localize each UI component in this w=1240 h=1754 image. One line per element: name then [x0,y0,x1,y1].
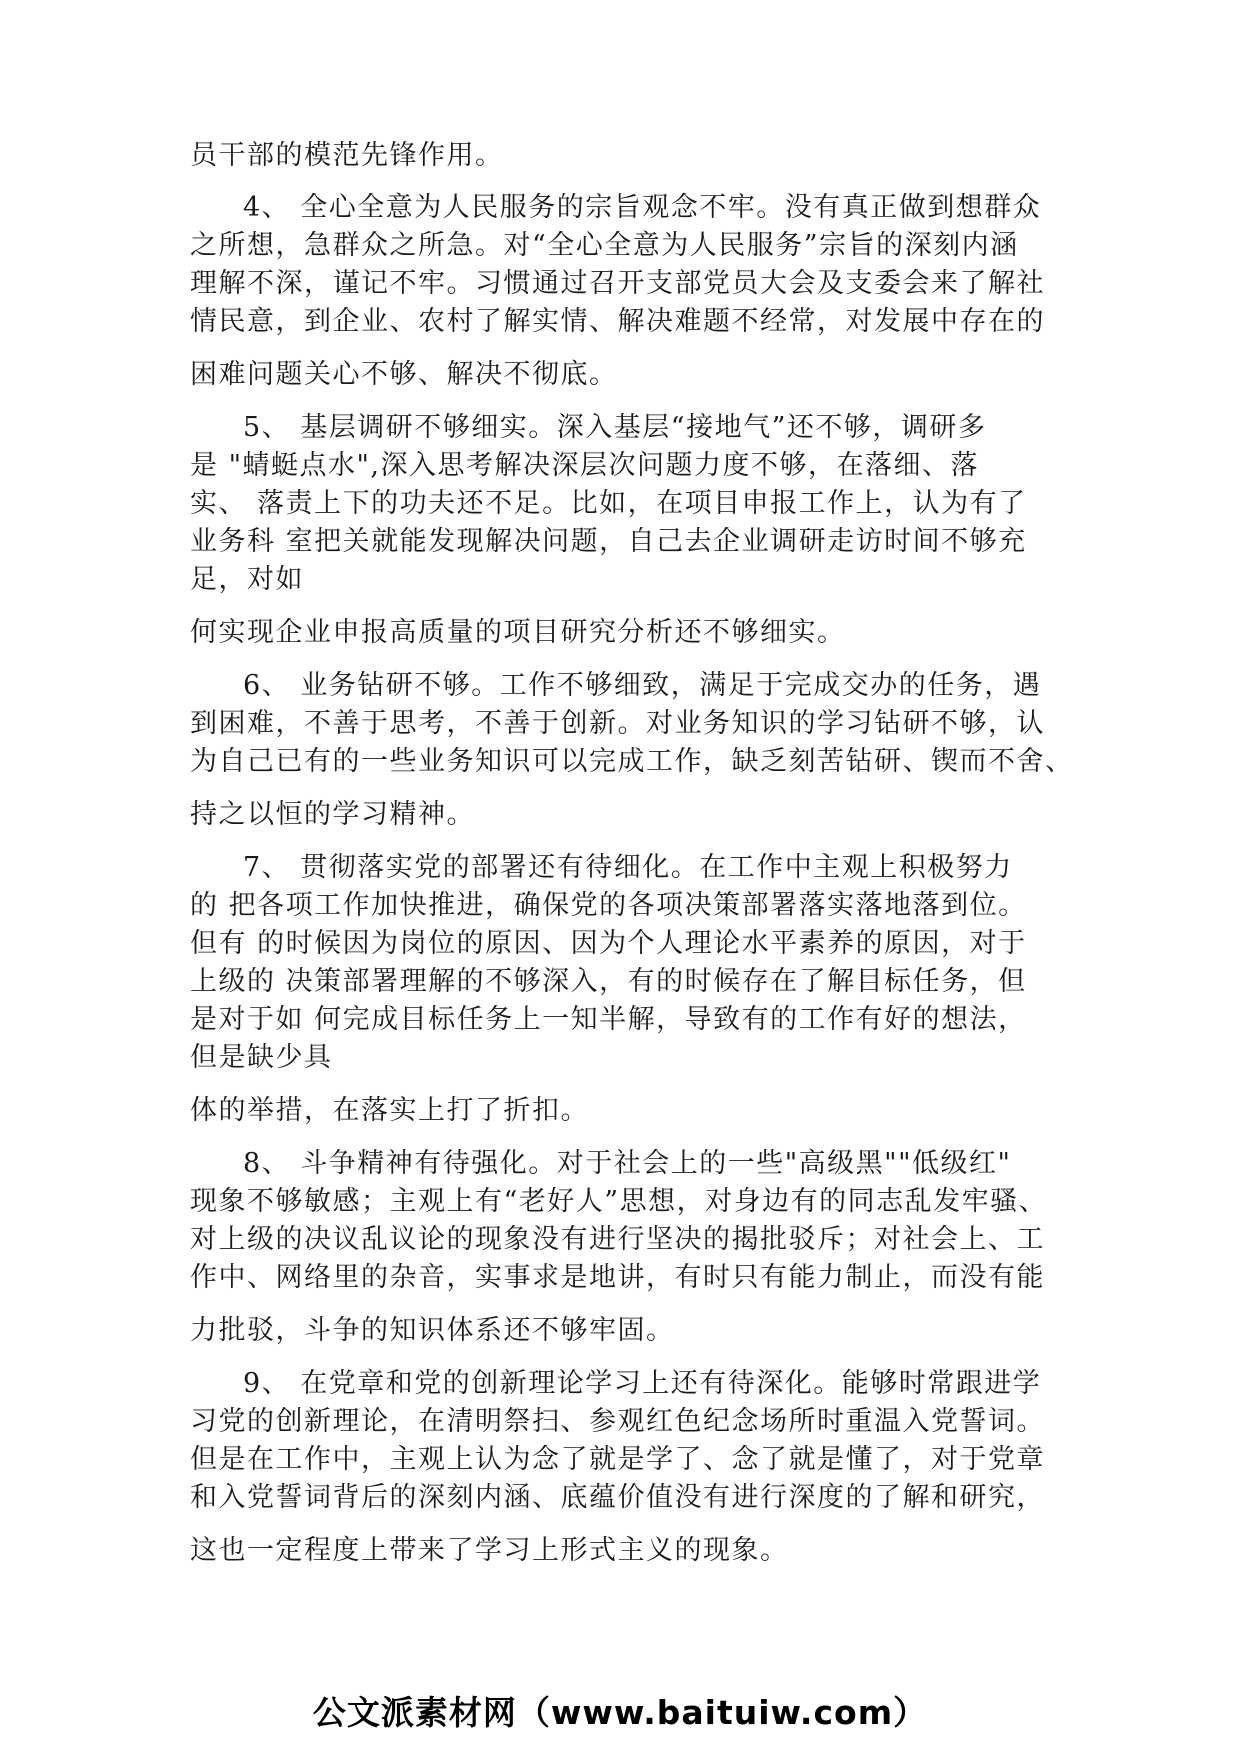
text-line: 持之以恒的学习精神。 [190,799,475,830]
text-line: 作中、网络里的杂音，实事求是地讲，有时只有能力制止，而没有能 [190,1262,1045,1293]
text-line: 习党的创新理论，在清明祭扫、参观红色纪念场所时重温入党誓词。 [190,1406,1045,1437]
text-line: 但是缺少具 [190,1042,333,1073]
paragraph-5-line: 5、 基层调研不够细实。深入基层“接地气”还不够，调研多 [243,412,987,443]
text-line: 力批驳，斗争的知识体系还不够牢固。 [190,1315,675,1346]
text-line: 情民意，到企业、农村了解实情、解决难题不经常，对发展中存在的 [190,306,1045,337]
footer-watermark: 公文派素材网（www.baituiw.com） [312,1693,928,1732]
text-line: 是 "蜻蜓点水",深入思考解决深层次问题力度不够，在落细、落 [190,450,980,481]
text-line: 业务科 室把关就能发现解决问题，自己去企业调研走访时间不够充 [190,526,1027,557]
text-line: 现象不够敏感；主观上有“老好人”思想，对身边有的同志乱发牢骚、 [190,1186,1048,1217]
text-line: 困难问题关心不够、解决不彻底。 [190,359,618,390]
paragraph-6-line: 6、 业务钻研不够。工作不够细致，满足于完成交办的任务，遇 [243,670,1042,701]
text-line: 到困难，不善于思考，不善于创新。对业务知识的学习钻研不够，认 [190,708,1045,739]
text-line: 员干部的模范先锋作用。 [190,140,504,171]
text-line: 为自己已有的一些业务知识可以完成工作，缺乏刻苦钻研、锲而不舍、 [190,746,1074,777]
text-line: 理解不深，谨记不牢。习惯通过召开支部党员大会及支委会来了解社 [190,268,1045,299]
text-line: 但是在工作中，主观上认为念了就是学了、念了就是懂了，对于党章 [190,1444,1045,1475]
paragraph-8-line: 8、 斗争精神有待强化。对于社会上的一些"高级黑""低级红" [243,1148,1012,1179]
text-line: 上级的 决策部署理解的不够深入，有的时候存在了解目标任务，但 [190,966,1027,997]
text-line: 是对于如 何完成目标任务上一知半解，导致有的工作有好的想法， [190,1004,1027,1035]
text-line: 这也一定程度上带来了学习上形式主义的现象。 [190,1535,789,1566]
text-line: 对上级的决议乱议论的现象没有进行坚决的揭批驳斥；对社会上、工 [190,1224,1045,1255]
text-line: 但有 的时候因为岗位的原因、因为个人理论水平素养的原因，对于 [190,928,1027,959]
text-line: 体的举措，在落实上打了折扣。 [190,1095,589,1126]
paragraph-9-line: 9、 在党章和党的创新理论学习上还有待深化。能够时常跟进学 [243,1368,1042,1399]
text-line: 足，对如 [190,564,304,595]
text-line: 之所想，急群众之所急。对“全心全意为人民服务”宗旨的深刻内涵 [190,230,1019,261]
text-line: 何实现企业申报高质量的项目研究分析还不够细实。 [190,617,846,648]
text-line: 实、 落责上下的功夫还不足。比如，在项目申报工作上，认为有了 [190,488,1027,519]
paragraph-4-line: 4、 全心全意为人民服务的宗旨观念不牢。没有真正做到想群众 [243,192,1042,223]
text-line: 和入党誓词背后的深刻内涵、底蕴价值没有进行深度的了解和研究， [190,1482,1045,1513]
text-line: 的 把各项工作加快推进，确保党的各项决策部署落实落地落到位。 [190,890,1027,921]
paragraph-7-line: 7、 贯彻落实党的部署还有待细化。在工作中主观上积极努力 [243,852,1013,883]
